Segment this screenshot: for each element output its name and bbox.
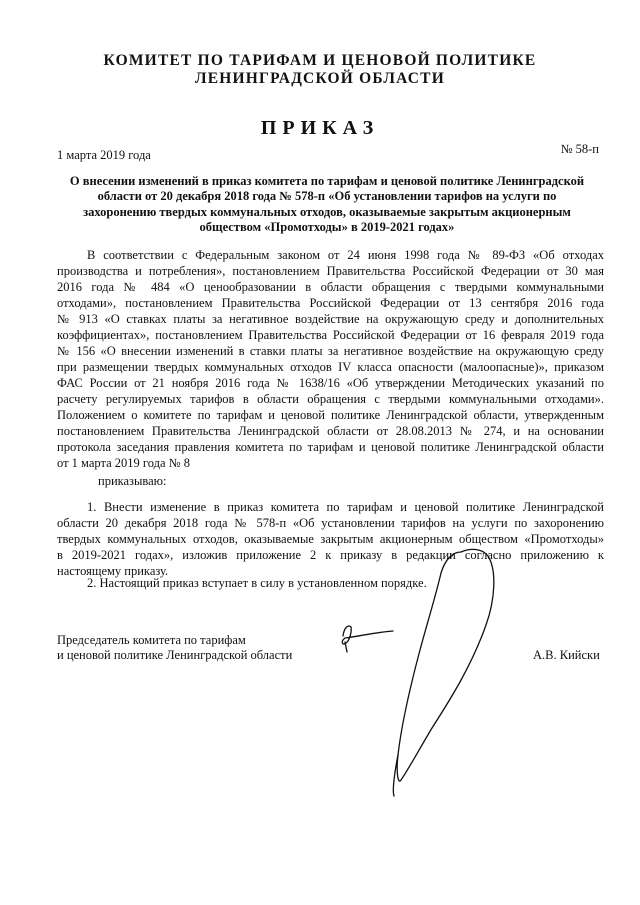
order-number: № 58-п [560,142,599,156]
preamble-line: № 913 «О ставках платы за негативное воздействие на окружающую среду и дополнительных [57,312,604,326]
preamble-line: расчету регулируемых тарифов в области обращения с твердыми коммунальными отходами». [57,392,604,406]
item-line: настоящему приказу. [57,564,169,578]
order-date: 1 марта 2019 года [57,148,151,162]
committee-name-line1: КОМИТЕТ ПО ТАРИФАМ И ЦЕНОВОЙ ПОЛИТИКЕ [103,52,537,69]
signatory-position: и ценовой политике Ленинградской области [57,648,293,662]
preamble-line: № 156 «О внесении изменений в ставки платы за негативное воздействие на окружающую среду [57,344,604,358]
item-line: области 20 декабря 2018 года № 578-п «Об установлении тарифов на услуги по захоронению [57,516,604,530]
orders-word: приказываю: [98,474,167,488]
item-line: в 2019-2021 годах», изложив приложение 2 к приказу в редакции согласно приложению к [57,548,604,562]
preamble-line: ФАС России от 21 ноября 2016 года № 1638/16 «Об утверждении Методических указаний по [57,376,604,390]
signatory-name: А.В. Кийски [533,648,600,662]
preamble-line: коэффициентах», постановлением Правительства Российской Федерации от 16 февраля 2019 года [57,328,604,342]
subject-line: захоронению твердых коммунальных отходов, оказываемые закрытым акционерным [83,204,571,219]
preamble-line: отходами», постановлением Правительства Российской Федерации от 13 сентября 2016 года [57,296,604,310]
preamble-line: В соответствии с Федеральным законом от 24 июня 1998 года № 89-ФЗ «Об отходах [87,248,604,262]
item-line: 2. Настоящий приказ вступает в силу в установленном порядке. [87,576,427,590]
subject-line: О внесении изменений в приказ комитета по тарифам и ценовой политике Ленинградской [69,174,585,188]
preamble-line: производства и потребления», постановлением Правительства Российской Федерации от 30 мая [57,264,604,278]
preamble-line: протокола заседания правления комитета по тарифам и ценовой политике Ленинградской области [57,440,604,454]
subject-line: обществом «Промотходы» в 2019-2021 годах» [199,219,455,234]
order-title: ПРИКАЗ [260,117,380,139]
preamble-line: Положением о комитете по тарифам и ценовой политике Ленинградской области, утвержденным [57,408,604,422]
preamble-line: от 1 марта 2019 года № 8 [57,456,190,470]
subject-line: области от 20 декабря 2018 года № 578-п «Об установлении тарифов на услуги по [97,189,557,204]
preamble-line: постановлением Правительства Ленинградской области от 28.08.2013 № 274, и на основании [57,424,604,438]
preamble-line: 2016 года № 484 «О ценообразовании в области обращения с твердыми коммунальными [57,280,604,294]
committee-name-line2: ЛЕНИНГРАДСКОЙ ОБЛАСТИ [195,70,445,87]
item-line: твердых коммунальных отходов, оказываемые закрытым акционерным обществом «Промотходы» [57,532,604,546]
item-line: 1. Внести изменение в приказ комитета по тарифам и ценовой политике Ленинградской [87,500,604,514]
preamble-line: при размещении твердых коммунальных отходов IV класса опасности (малоопасные)», приказом [57,360,604,374]
signatory-position: Председатель комитета по тарифам [57,633,246,647]
